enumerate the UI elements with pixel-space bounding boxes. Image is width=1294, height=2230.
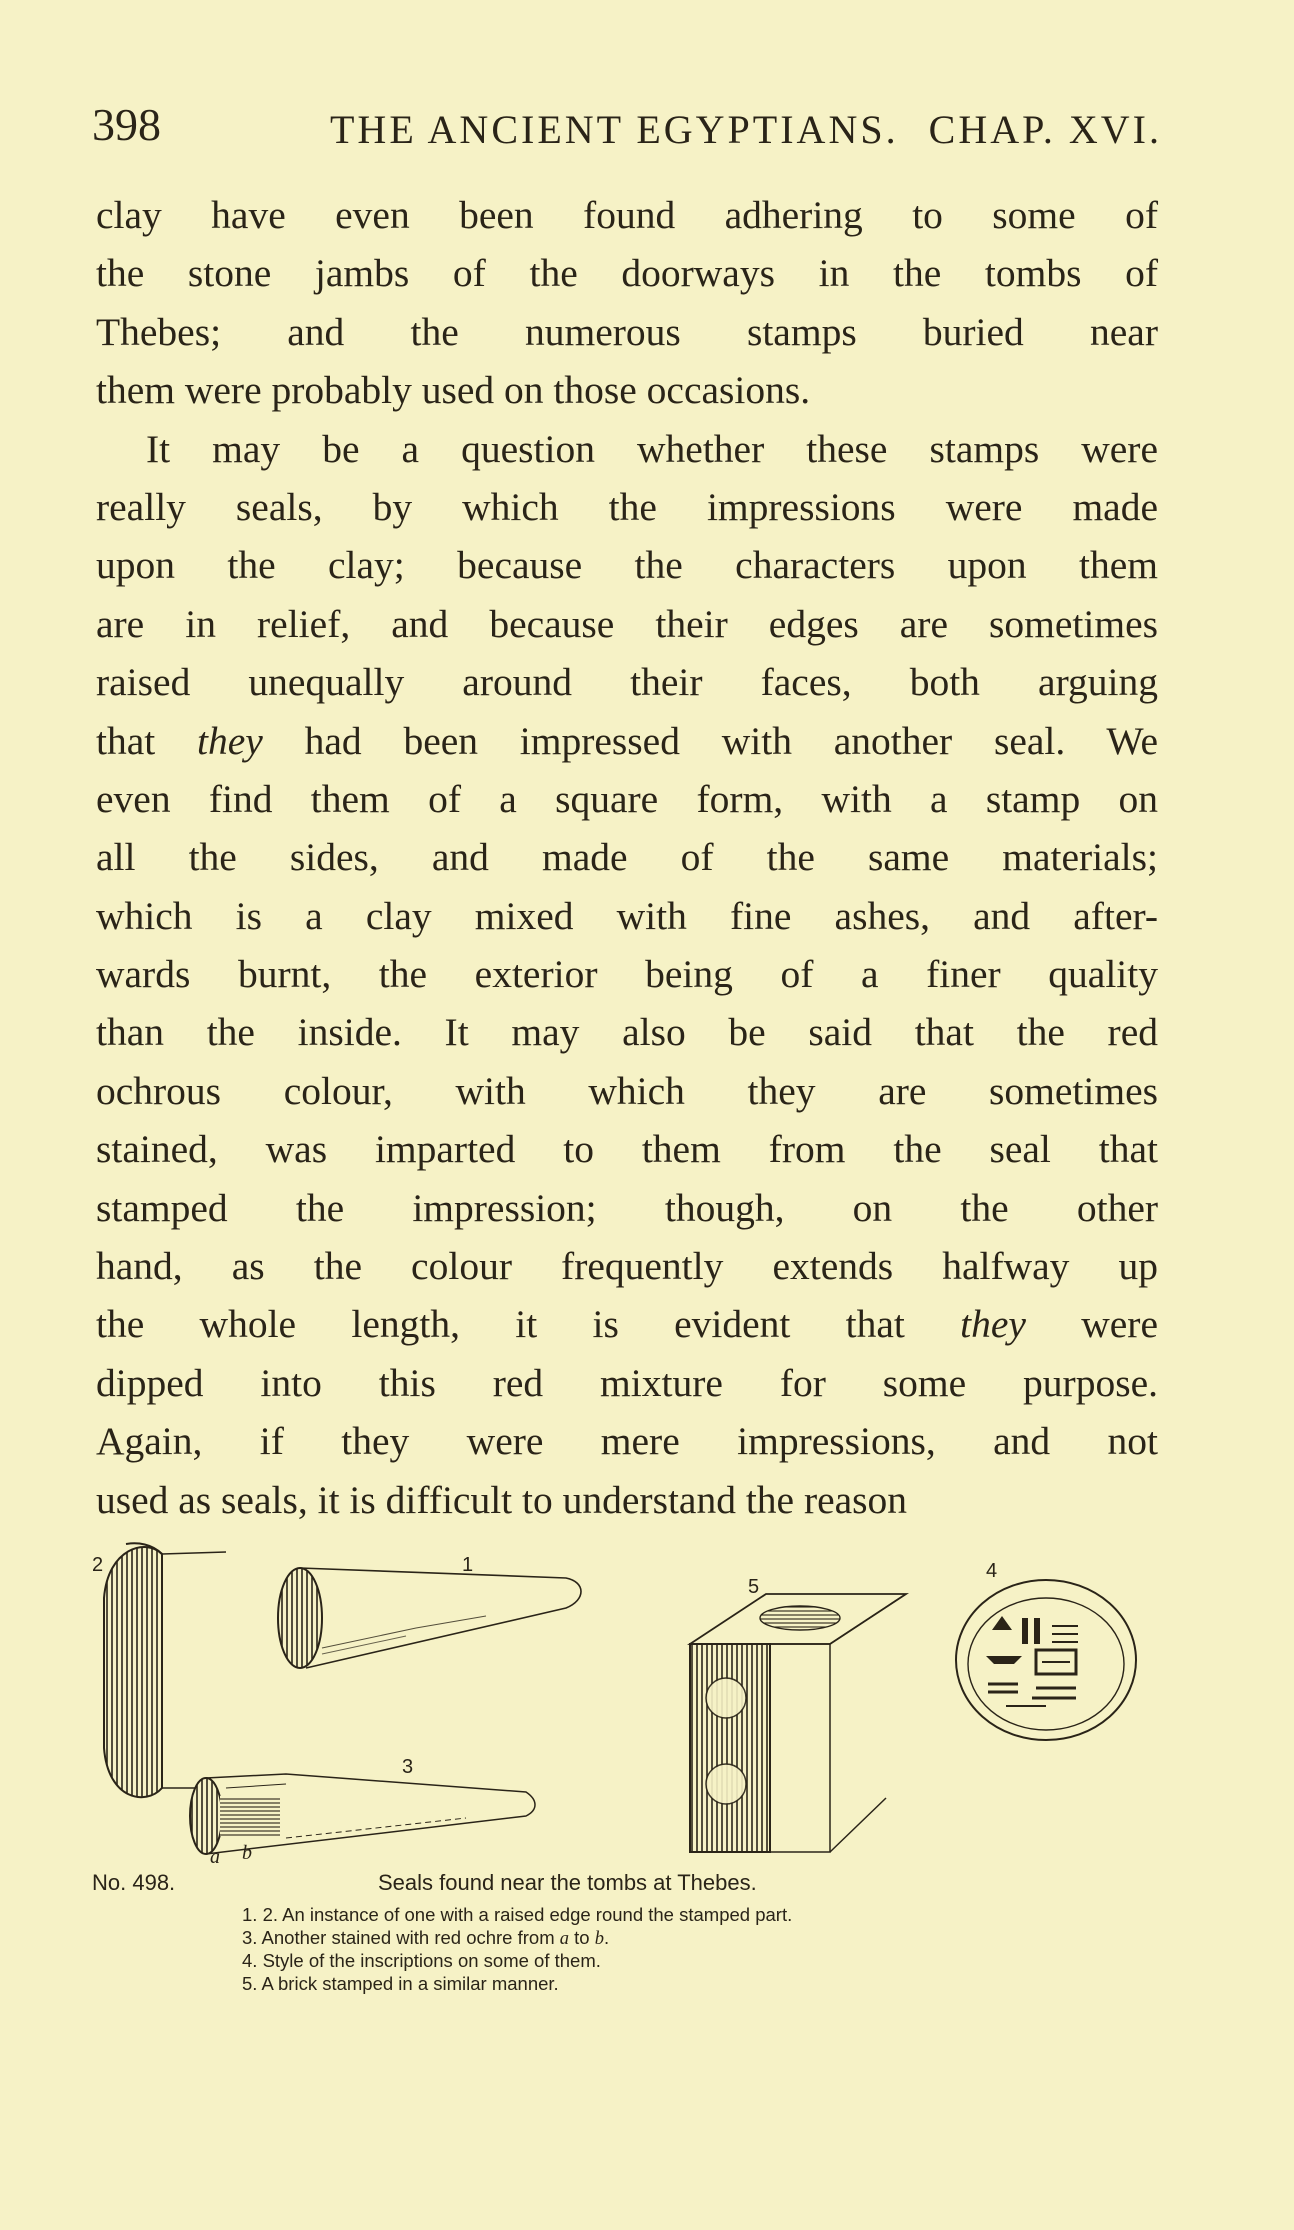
text-line: clay have even been found adhering to some of (96, 193, 1158, 237)
legend-item: 3. Another stained with red ochre from a to b. (242, 1926, 610, 1949)
figure-label-b: b (242, 1842, 252, 1864)
figure-seals (86, 1538, 1176, 1878)
running-head (92, 98, 1162, 158)
text-line: upon the clay; because the characters upon them (96, 543, 1158, 588)
text-line: the whole length, it is evident that they were (96, 1302, 1158, 1347)
legend-item: 5. A brick stamped in a similar manner. (242, 1972, 559, 1994)
text-line: Again, if they were mere impressions, and not (96, 1419, 1158, 1464)
text-line: ochrous colour, with which they are sometimes (96, 1068, 1158, 1113)
figure-label-4: 4 (986, 1560, 998, 1582)
text-line: Thebes; and the numerous stamps buried near (96, 309, 1158, 354)
text-line: used as seals, it is difficult to understand the reason (96, 1477, 908, 1522)
figure-caption (92, 1870, 1182, 1900)
text-line: hand, as the colour frequently extends halfway up (96, 1244, 1158, 1289)
text-line: raised unequally around their faces, both arguing (96, 660, 1158, 705)
seal-1-drawing (278, 1568, 581, 1668)
legend-item: 1. 2. An instance of one with a raised edge round the stamped part. (242, 1904, 793, 1925)
figure-label-1: 1 (462, 1554, 474, 1576)
text-line: the stone jambs of the doorways in the tombs of (96, 251, 1158, 296)
text-line: dipped into this red mixture for some purpose. (96, 1360, 1158, 1405)
running-title: THE ANCIENT EGYPTIANS. (330, 107, 899, 152)
text-line: really seals, by which the impressions were made (96, 484, 1158, 529)
figure-title: Seals found near the tombs at Thebes. (378, 1870, 757, 1895)
text-line: than the inside. It may also be said that the red (96, 1010, 1158, 1055)
text-line: are in relief, and because their edges are sometimes (96, 601, 1158, 646)
italic-they: they (960, 1302, 1026, 1347)
page-number: 398 (92, 99, 161, 150)
text-line: stained, was imparted to them from the seal that (96, 1127, 1158, 1172)
text-line: which is a clay mixed with fine ashes, and after- (96, 893, 1158, 938)
text-line: It may be a question whether these stamps were (146, 426, 1158, 471)
figure-number: No. 498. (92, 1870, 176, 1895)
figure-label-2: 2 (92, 1554, 104, 1576)
body-text (96, 186, 1158, 1529)
text-line: stamped the impression; though, on the other (96, 1185, 1158, 1230)
figure-label-a: a (210, 1846, 220, 1868)
text-line: even find them of a square form, with a stamp on (96, 776, 1158, 821)
figure-label-5: 5 (748, 1576, 760, 1598)
legend-item: 4. Style of the inscriptions on some of them. (242, 1950, 601, 1971)
chapter-label: CHAP. XVI. (928, 107, 1162, 152)
text-line: them were probably used on those occasions. (96, 368, 811, 413)
seal-4-drawing (956, 1580, 1136, 1740)
text-line: all the sides, and made of the same materials; (96, 835, 1158, 880)
figure-legend (242, 1904, 1142, 1995)
italic-they: they (197, 718, 263, 763)
seal-5-drawing (690, 1594, 906, 1852)
figure-label-3: 3 (402, 1756, 414, 1778)
seals-illustration (86, 1538, 1176, 1878)
text-line: that they had been impressed with another seal. We (96, 718, 1158, 763)
text-line: wards burnt, the exterior being of a finer quality (96, 952, 1158, 997)
seal-2-drawing (104, 1543, 226, 1797)
